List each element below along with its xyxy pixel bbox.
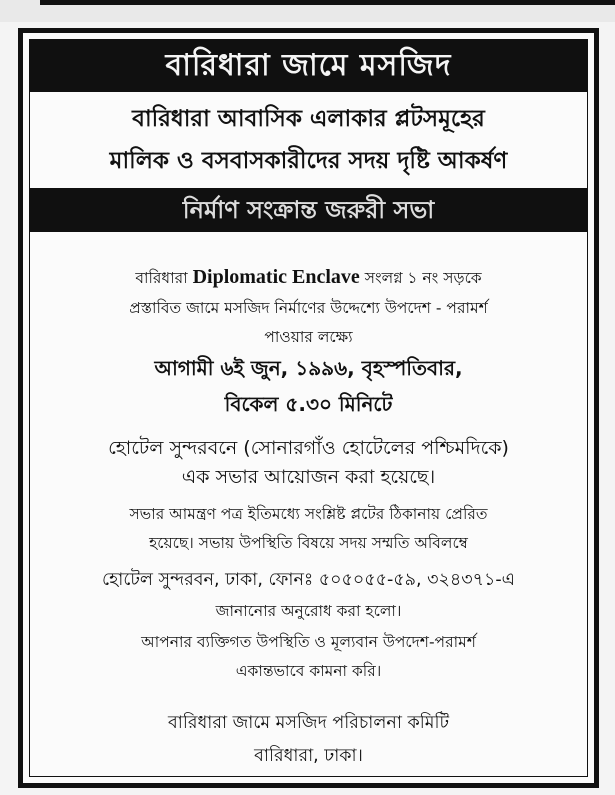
intro-line-2: প্রস্তাবিত জামে মসজিদ নির্মাণের উদ্দেশ্যে উপদেশ - পরামর্শ bbox=[129, 299, 488, 317]
invite-line-2: হয়েছে। সভায় উপস্থিতি বিষয়ে সদয় সম্মতি অবিলম্বে bbox=[149, 534, 468, 552]
closing-line-2: একান্তভাবে কামনা করি। bbox=[235, 662, 382, 680]
notice-subtitle bbox=[30, 98, 587, 182]
intro-part-2: সংলগ্ন ১ নং সড়কে bbox=[364, 269, 482, 287]
signature-location: বারিধারা, ঢাকা। bbox=[254, 746, 363, 766]
meeting-heading: নির্মাণ সংক্রান্ত জরুরী সভা bbox=[30, 188, 587, 232]
notice-inner-border bbox=[29, 39, 588, 777]
subtitle-line-1: বারিধারা আবাসিক এলাকার প্লটসমূহের bbox=[132, 106, 485, 132]
previous-clipping-border bbox=[40, 0, 615, 5]
intro-enclave: Diplomatic Enclave bbox=[192, 266, 360, 288]
committee-signature: বারিধারা জামে মসজিদ পরিচালনা কমিটি bbox=[168, 713, 449, 733]
notice-frame bbox=[18, 28, 599, 788]
arranged-line: এক সভার আয়োজন করা হয়েছে। bbox=[181, 466, 436, 488]
mosque-title: বারিধারা জামে মসজিদ bbox=[30, 40, 587, 92]
intro-line-3: পাওয়ার লক্ষ্যে bbox=[264, 328, 353, 346]
contact-line: হোটেল সুন্দরবন, ঢাকা, ফোনঃ ৫০৫০৫৫-৫৯, ৩২৪৩৭১-এ bbox=[102, 570, 515, 590]
subtitle-line-2: মালিক ও বসবাসকারীদের সদয় দৃষ্টি আকর্ষণ bbox=[109, 148, 508, 174]
venue-line: হোটেল সুন্দরবনে (সোনারগাঁও হোটেলের পশ্চিমদিকে) bbox=[108, 437, 509, 459]
closing-line-1: আপনার ব্যক্তিগত উপস্থিতি ও মূল্যবান উপদেশ-পরামর্শ bbox=[141, 633, 476, 651]
intro-part-1: বারিধারা bbox=[135, 269, 188, 287]
intro-line-1 bbox=[30, 266, 587, 292]
invite-line-1: সভার আমন্ত্রণ পত্র ইতিমধ্যে সংশ্লিষ্ট প্লটের ঠিকানায় প্রেরিত bbox=[129, 505, 488, 523]
date-line: আগামী ৬ই জুন, ১৯৯৬, বৃহস্পতিবার, bbox=[154, 356, 463, 380]
request-line: জানানোর অনুরোধ করা হলো। bbox=[215, 602, 402, 620]
time-line: বিকেল ৫.৩০ মিনিটে bbox=[224, 392, 393, 416]
